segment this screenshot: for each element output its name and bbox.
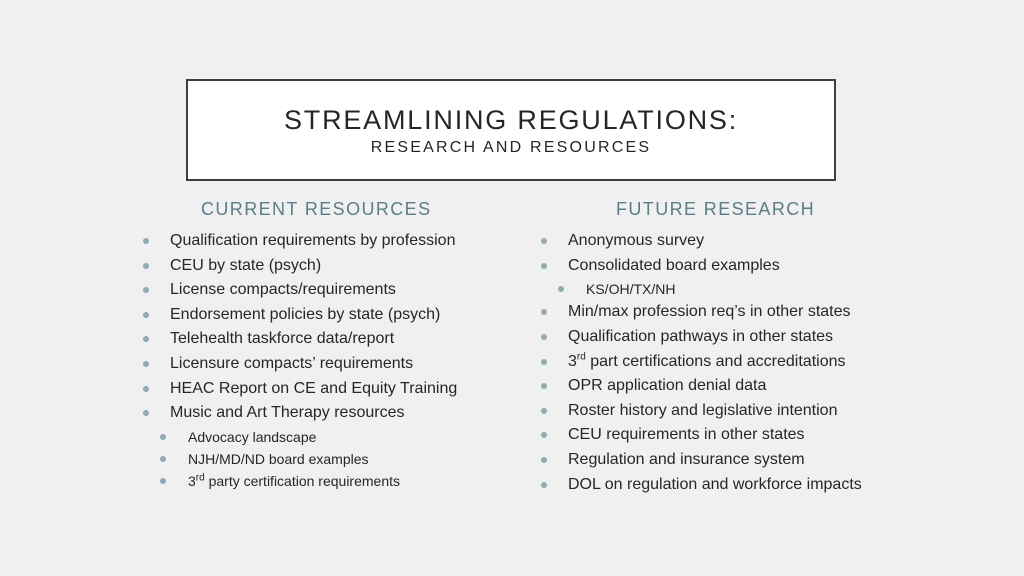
list-item-text: Qualification pathways in other states	[568, 327, 834, 345]
bullet-icon	[143, 287, 149, 293]
list-item-text: Qualification requirements by profession	[170, 232, 456, 249]
list-item	[538, 229, 862, 254]
bullet-icon	[143, 386, 149, 392]
sub-list-item	[140, 426, 457, 448]
bullet-icon	[541, 263, 547, 269]
sub-list-item	[538, 278, 862, 300]
sub-list-item-text: party certification requirements	[204, 473, 401, 490]
list-item	[140, 229, 457, 254]
ordinal-number: 3	[568, 352, 577, 370]
sub-list-item-text: Advocacy landscape	[188, 428, 317, 445]
bullet-icon	[143, 312, 149, 318]
bullet-icon	[143, 238, 149, 244]
slide-title: STREAMLINING REGULATIONS:	[283, 105, 739, 135]
slide-subtitle: RESEARCH AND RESOURCES	[370, 139, 652, 156]
list-item-text: Anonymous survey	[568, 232, 705, 249]
list-item-text: HEAC Report on CE and Equity Training	[170, 379, 458, 397]
list-item	[538, 254, 862, 279]
ordinal-suffix: rd	[576, 351, 586, 363]
list-item	[140, 352, 457, 377]
list-item	[538, 300, 862, 325]
current-resources-list	[140, 229, 457, 492]
bullet-icon	[143, 263, 149, 269]
bullet-icon	[541, 408, 547, 414]
list-item-text: Licensure compacts’ requirements	[170, 354, 414, 372]
bullet-icon	[143, 410, 149, 416]
list-item-text: Consolidated board examples	[568, 256, 780, 274]
list-item	[538, 350, 862, 375]
list-item-text: Endorsement policies by state (psych)	[170, 305, 441, 323]
list-item-text: DOL on regulation and workforce impacts	[568, 475, 862, 493]
bullet-icon	[541, 359, 547, 365]
bullet-icon	[558, 286, 564, 292]
list-item-text: License compacts/requirements	[170, 281, 396, 299]
ordinal-suffix: rd	[195, 472, 205, 484]
list-item-text: CEU by state (psych)	[170, 256, 322, 274]
bullet-icon	[541, 432, 547, 438]
list-item	[538, 448, 862, 473]
sub-list-item	[140, 448, 457, 470]
sub-list-item-text: NJH/MD/ND board examples	[188, 450, 369, 467]
future-research-list	[538, 229, 862, 497]
bullet-icon	[541, 383, 547, 389]
list-item-text: Music and Art Therapy resources	[170, 404, 405, 422]
list-item-text: part certifications and accreditations	[585, 352, 846, 370]
bullet-icon	[143, 336, 149, 342]
future-research-heading: FUTURE RESEARCH	[616, 199, 816, 219]
sub-list-item	[140, 470, 457, 492]
bullet-icon	[541, 238, 547, 244]
sub-list-item-text: KS/OH/TX/NH	[586, 281, 676, 298]
bullet-icon	[143, 361, 149, 367]
bullet-icon	[541, 334, 547, 340]
bullet-icon	[541, 309, 547, 315]
bullet-icon	[541, 457, 547, 463]
list-item	[140, 303, 457, 328]
list-item-text: OPR application denial data	[568, 377, 767, 395]
list-item	[538, 325, 862, 350]
list-item-text: Telehealth taskforce data/report	[170, 330, 395, 348]
list-item	[538, 423, 862, 448]
list-item	[538, 399, 862, 424]
current-resources-heading: CURRENT RESOURCES	[201, 199, 432, 219]
list-item-text: Min/max profession req’s in other states	[568, 303, 851, 321]
list-item	[140, 278, 457, 303]
bullet-icon	[160, 456, 166, 462]
bullet-icon	[541, 482, 547, 488]
list-item-text: Regulation and insurance system	[568, 450, 805, 468]
ordinal-number: 3	[188, 473, 196, 490]
list-item	[140, 377, 457, 402]
list-item-text: CEU requirements in other states	[568, 426, 805, 444]
list-item	[140, 401, 457, 426]
list-item	[140, 254, 457, 279]
bullet-icon	[160, 434, 166, 440]
list-item	[140, 327, 457, 352]
list-item-text: Roster history and legislative intention	[568, 401, 838, 419]
bullet-icon	[160, 478, 166, 484]
list-item	[538, 374, 862, 399]
list-item	[538, 473, 862, 498]
title-box	[186, 79, 836, 181]
